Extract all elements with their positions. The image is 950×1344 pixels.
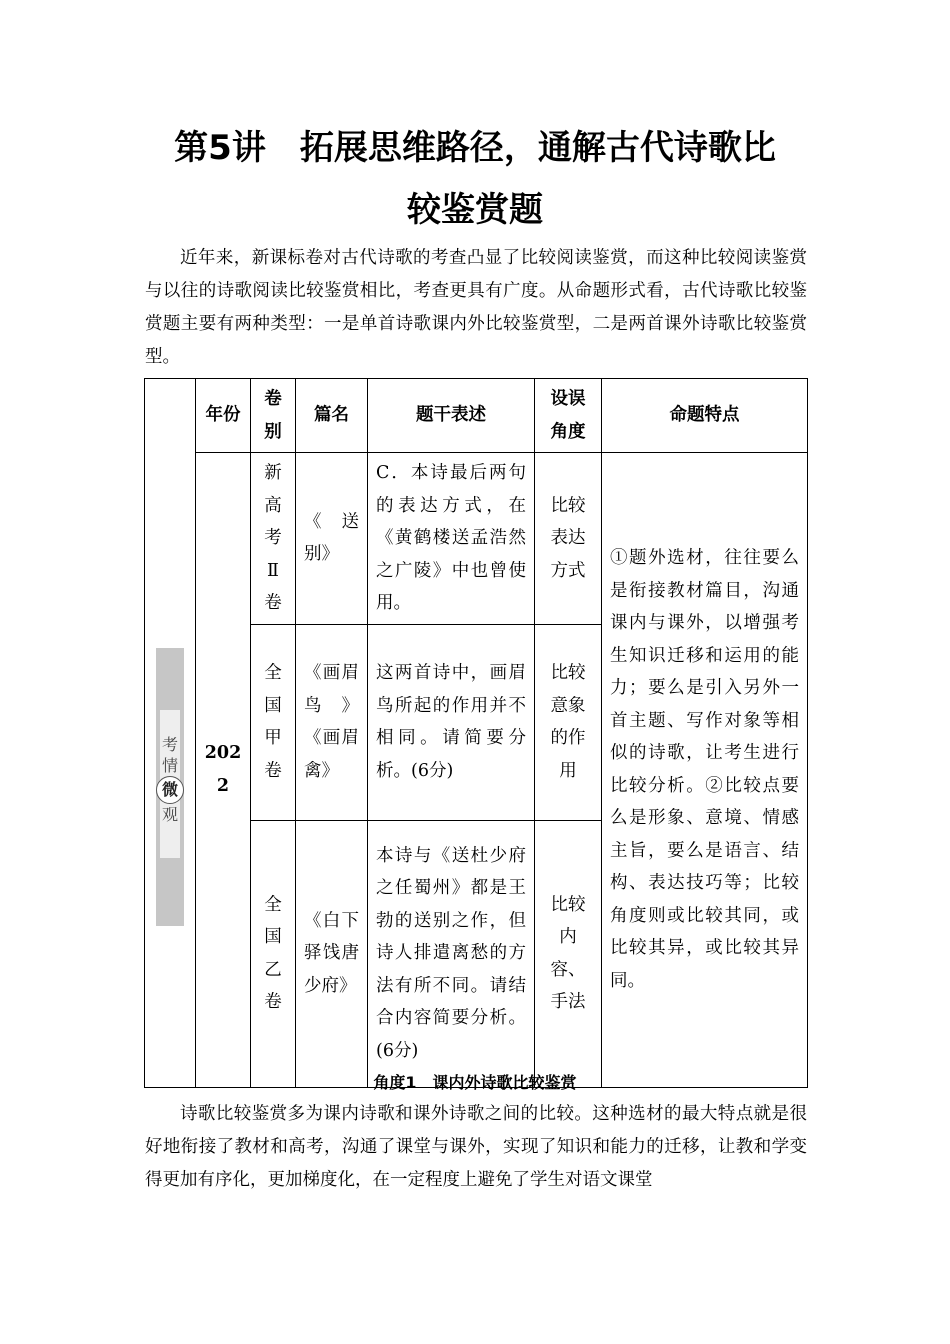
stem-cell: C．本诗最后两句的表达方式，在《黄鹤楼送孟浩然之广陵》中也曾使用。 [368, 453, 535, 625]
table-row [145, 453, 808, 625]
body-paragraph: 诗歌比较鉴赏多为课内诗歌和课外诗歌之间的比较。这种选材的最大特点就是很好地衔接了教材和高考，沟通了课堂与课外，实现了知识和能力的迁移，让教和学变得更加有序化，更加梯度化，在一定程度上避免了学生对语文课堂 [145, 1104, 807, 1190]
page-title-line-2: 较鉴赏题 [407, 190, 543, 230]
header-paper: 卷别 [251, 379, 296, 453]
header-angle: 设误角度 [535, 379, 602, 453]
exam-insight-banner [156, 648, 184, 926]
paper-cell: 新高考Ⅱ卷 [251, 453, 296, 625]
header-year: 年份 [196, 379, 251, 453]
section-caption: 角度1 课内外诗歌比较鉴赏 [373, 1073, 577, 1092]
table-header-row [145, 379, 808, 453]
angle-cell: 比较内容、手法 [535, 820, 602, 1087]
paper-cell: 全国甲卷 [251, 624, 296, 820]
paper-cell: 全国乙卷 [251, 820, 296, 1087]
header-title: 篇名 [296, 379, 368, 453]
stem-cell: 这两首诗中，画眉鸟所起的作用并不相同。请简要分析。(6分) [368, 624, 535, 820]
exam-analysis-table [144, 378, 808, 1088]
stem-cell: 本诗与《送杜少府之任蜀州》都是王勃的送别之作，但诗人排遣离愁的方法有所不同。请结合内容简要分析。(6分) [368, 820, 535, 1087]
angle-cell: 比较表达方式 [535, 453, 602, 625]
angle-cell: 比较意象的作用 [535, 624, 602, 820]
intro-paragraph: 近年来，新课标卷对古代诗歌的考查凸显了比较阅读鉴赏，而这种比较阅读鉴赏与以往的诗歌阅读比较鉴赏相比，考查更具有广度。从命题形式看，古代诗歌比较鉴赏题主要有两种类型：一是单首诗歌课内外比较鉴赏型，二是两首课外诗歌比较鉴赏型。 [145, 248, 807, 367]
header-stem: 题干表述 [368, 379, 535, 453]
banner-char-last: 观 [161, 805, 178, 824]
year-cell: 2022 [196, 453, 251, 1088]
banner-char-2: 情 [161, 756, 178, 775]
title-cell: 《画眉鸟》《画眉禽》 [296, 624, 368, 820]
title-cell: 《送别》 [296, 453, 368, 625]
title-cell: 《白下驿饯唐少府》 [296, 820, 368, 1087]
banner-char-1: 考 [161, 735, 178, 754]
banner-cell [145, 379, 196, 1088]
header-feature: 命题特点 [602, 379, 808, 453]
feature-cell: ①题外选材，往往要么是衔接教材篇目，沟通课内与课外，以增强考生知识迁移和运用的能力；要么是引入另外一首主题、写作对象等相似的诗歌，让考生进行比较分析。②比较点要么是形象、意境、情感主旨，要么是语言、结构、表达技巧等；比较角度则或比较其同，或比较其异，或比较其异同。 [602, 453, 808, 1088]
page-title-line-1: 第5讲 拓展思维路径，通解古代诗歌比 [174, 128, 776, 168]
banner-circle-char: 微 [156, 776, 184, 804]
